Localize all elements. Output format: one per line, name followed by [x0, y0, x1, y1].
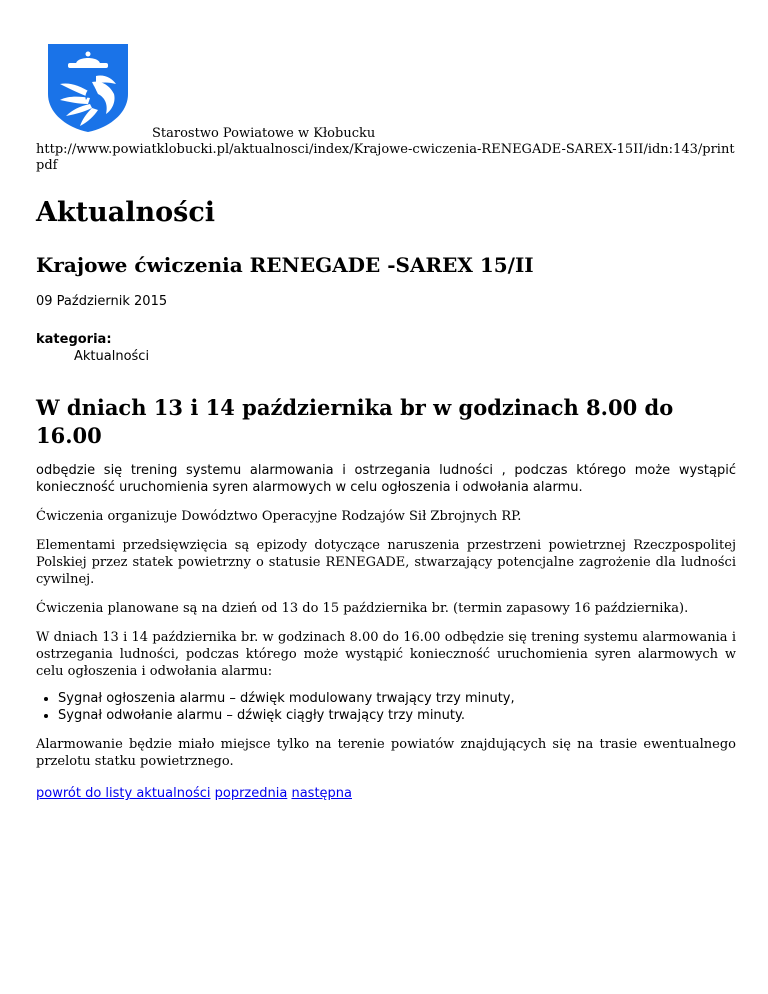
coat-of-arms-icon	[46, 42, 130, 134]
closing-paragraph: Alarmowanie będzie miało miejsce tylko na terenie powiatów znajdujących się na trasie ewentualnego przelotu statku powietrznego.	[36, 737, 736, 769]
print-suffix: pdf	[36, 158, 58, 173]
lead-heading: W dniach 13 i 14 października br w godzinach 8.00 do 16.00	[36, 395, 674, 448]
paragraph: Ćwiczenia organizuje Dowództwo Operacyjne Rodzajów Sił Zbrojnych RP.	[36, 509, 522, 524]
site-name: Starostwo Powiatowe w Kłobucku	[152, 126, 376, 141]
list-item: • Sygnał odwołanie alarmu – dźwięk ciągły trwający trzy minuty.	[58, 707, 736, 724]
article-title: Krajowe ćwiczenia RENEGADE -SAREX 15/II	[36, 253, 534, 277]
category-value: Aktualności	[74, 349, 150, 364]
article-nav	[36, 786, 736, 802]
paragraph: odbędzie się trening systemu alarmowania i ostrzegania ludności , podczas którego może wystąpić konieczność uruchomienia syren alarmowych w celu ogłoszenia i odwołania alarmu.	[36, 463, 736, 495]
previous-link[interactable]: poprzednia	[214, 786, 288, 801]
list-item: • Sygnał ogłoszenia alarmu – dźwięk modulowany trwający trzy minuty,	[58, 690, 736, 707]
back-to-list-link[interactable]: powrót do listy aktualności	[36, 786, 211, 801]
paragraph: Ćwiczenia planowane są na dzień od 13 do 15 października br. (termin zapasowy 16 października).	[36, 601, 689, 616]
category-label: kategoria:	[36, 332, 112, 347]
paragraph: W dniach 13 i 14 października br. w godzinach 8.00 do 16.00 odbędzie się trening systemu alarmowania i ostrzegania ludności, podczas którego może wystąpić konieczność uruchomienia syren alarmowych w celu ogłoszenia i odwołania alarmu:	[36, 630, 736, 679]
print-header	[36, 40, 736, 140]
signal-list	[36, 690, 736, 724]
paragraph: Elementami przedsięwzięcia są epizody dotyczące naruszenia przestrzeni powietrznej Rzeczpospolitej Polskiej przez statek powietrzny o statusie RENEGADE, stwarzający potencjalne zagrożenie dla ludności cywilnej.	[36, 538, 736, 587]
print-page	[36, 40, 736, 802]
article-date: 09 Październik 2015	[36, 294, 168, 309]
next-link[interactable]: następna	[291, 786, 352, 801]
print-url: http://www.powiatklobucki.pl/aktualnosci/index/Krajowe-cwiczenia-RENEGADE-SAREX-15II/idn:143/print	[36, 142, 735, 157]
page-title: Aktualności	[36, 197, 216, 228]
